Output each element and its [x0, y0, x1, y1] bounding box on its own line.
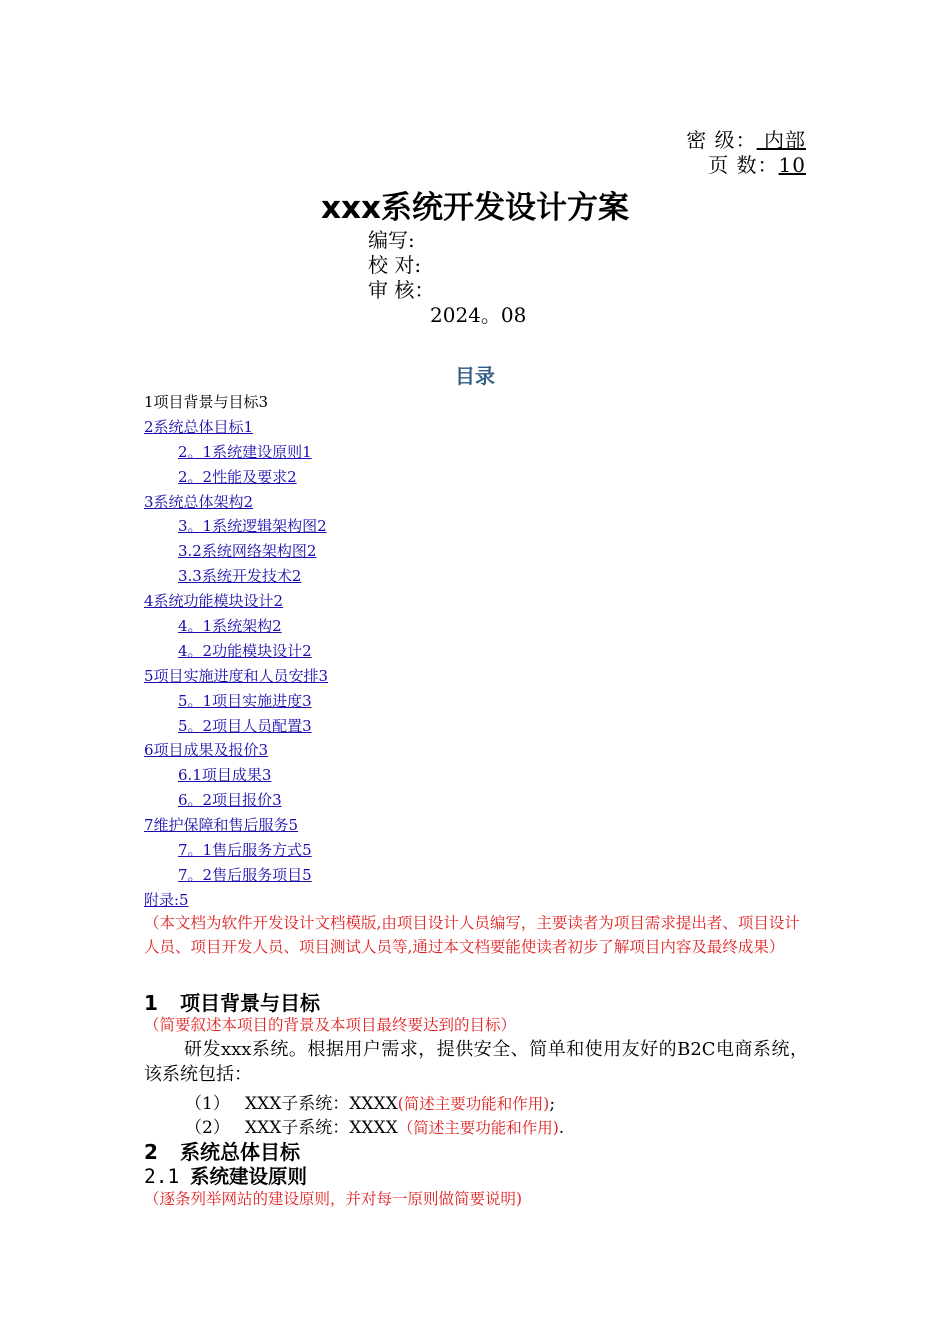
toc-item — [144, 689, 814, 714]
review-line: 审 核： — [368, 278, 435, 302]
toc-link[interactable]: 7。2售后服务项目5 — [178, 865, 312, 884]
toc-item — [144, 589, 814, 614]
proofread-line: 校 对: — [368, 253, 422, 277]
list-item — [185, 1089, 555, 1114]
section-2-1-title: 系统建设原则 — [190, 1165, 308, 1188]
toc-item — [144, 813, 814, 838]
toc-item — [144, 714, 814, 739]
toc-link[interactable]: 6.1项目成果3 — [178, 766, 272, 785]
section-1-heading — [144, 987, 320, 1016]
toc-item — [144, 415, 814, 440]
toc-link[interactable]: 附录:5 — [144, 890, 189, 909]
toc-item — [144, 738, 814, 763]
section-2-number: 2 — [144, 1140, 158, 1164]
section-1-title: 项目背景与目标 — [180, 991, 320, 1015]
list-item-number: （2） — [185, 1118, 230, 1138]
toc-link[interactable]: 6项目成果及报价3 — [144, 741, 269, 760]
toc-link[interactable]: 3。1系统逻辑架构图2 — [178, 517, 327, 536]
page-count — [708, 149, 806, 178]
toc-link[interactable]: 5。1项目实施进度3 — [178, 691, 312, 710]
toc-item — [144, 639, 814, 664]
toc-item — [144, 564, 814, 589]
toc-item — [144, 838, 814, 863]
list-item-note: （简述主要功能和作用) — [397, 1119, 559, 1137]
toc-link[interactable]: 2。2性能及要求2 — [178, 467, 297, 486]
section-1-body: 研发xxx系统。根据用户需求，提供安全、简单和使用友好的B2C电商系统，该系统包括： — [144, 1039, 808, 1085]
intro-note: （本文档为软件开发设计文档模版,由项目设计人员编写，主要读者为项目需求提出者、项目设计人员、项目开发人员、项目测试人员等,通过本文档要能使读者初步了解项目内容及最终成果） — [144, 914, 800, 956]
list-item-note: (简述主要功能和作用) — [397, 1095, 550, 1113]
toc-item — [144, 440, 814, 465]
document-title: xxx系统开发设计方案 — [321, 190, 629, 226]
toc-item — [144, 763, 814, 788]
section-2-title: 系统总体目标 — [180, 1140, 300, 1164]
toc-link[interactable]: 4系统功能模块设计2 — [144, 592, 284, 611]
section-1-note: （简要叙述本项目的背景及本项目最终要达到的目标） — [144, 1016, 517, 1034]
pages-value: 10 — [778, 153, 806, 177]
secrecy-label: 密 级： — [686, 128, 757, 152]
toc-item — [144, 465, 814, 490]
toc-link[interactable]: 6。2项目报价3 — [178, 791, 282, 810]
list-item-text: XXX子系统：XXXX — [245, 1118, 398, 1138]
toc-link[interactable]: 2系统总体目标1 — [144, 417, 254, 436]
toc-item — [144, 514, 814, 539]
toc-link[interactable]: 3.2系统网络架构图2 — [178, 542, 317, 561]
toc-item — [144, 390, 814, 415]
list-item-end: ; — [549, 1094, 556, 1114]
toc-item — [144, 490, 814, 515]
list-item-end: . — [558, 1118, 565, 1138]
section-2-1-heading — [144, 1161, 307, 1189]
toc-item — [144, 539, 814, 564]
toc-item — [144, 888, 814, 913]
section-1-number: 1 — [144, 991, 158, 1015]
toc-link[interactable]: 3.3系统开发技术2 — [178, 567, 302, 586]
author-line: 编写: — [368, 228, 415, 252]
toc-link[interactable]: 7维护保障和售后服务5 — [144, 816, 299, 835]
toc-item — [144, 863, 814, 888]
toc-link[interactable]: 2。1系统建设原则1 — [178, 442, 312, 461]
table-of-contents — [144, 390, 814, 913]
section-2-1-note: （逐条列举网站的建设原则，并对每一原则做简要说明) — [144, 1190, 523, 1208]
toc-link[interactable]: 4。2功能模块设计2 — [178, 641, 312, 660]
toc-heading: 目录 — [455, 364, 495, 388]
toc-item — [144, 788, 814, 813]
list-item — [185, 1113, 564, 1138]
list-item-text: XXX子系统：XXXX — [245, 1094, 398, 1114]
toc-link[interactable]: 4。1系统架构2 — [178, 617, 282, 636]
toc-link[interactable]: 7。1售后服务方式5 — [178, 841, 312, 860]
toc-link[interactable]: 5项目实施进度和人员安排3 — [144, 666, 329, 685]
toc-link[interactable]: 1项目背景与目标3 — [144, 393, 269, 411]
toc-item — [144, 614, 814, 639]
secrecy-value: 内部 — [756, 128, 806, 152]
toc-item — [144, 664, 814, 689]
list-item-number: （1） — [185, 1094, 230, 1114]
toc-link[interactable]: 5。2项目人员配置3 — [178, 716, 312, 735]
pages-label: 页 数： — [708, 153, 779, 177]
toc-link[interactable]: 3系统总体架构2 — [144, 492, 254, 511]
section-2-1-number: 2.1 — [144, 1165, 180, 1188]
document-date: 2024。08 — [430, 303, 527, 327]
